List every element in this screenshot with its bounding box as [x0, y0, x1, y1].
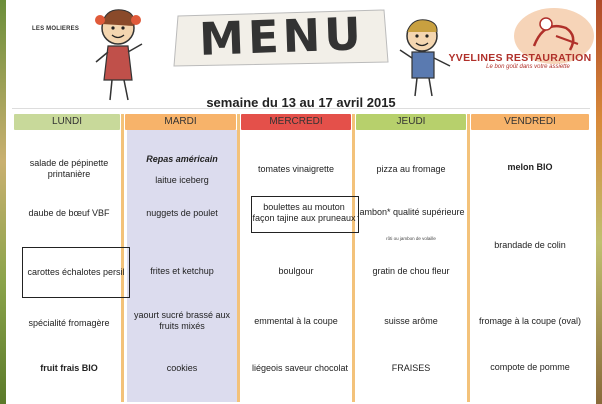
school-name: LES MOLIERES: [32, 26, 80, 32]
menu-item-lundi-accompagnement: carottes échalotes persil: [27, 266, 125, 277]
menu-item-vendredi-entree: melon BIO: [507, 161, 553, 172]
menu-item-jeudi-entree: pizza au fromage: [376, 163, 446, 174]
menu-item-mardi-plat: nuggets de poulet: [146, 207, 218, 218]
week-label: semaine du 13 au 17 avril 2015: [206, 95, 396, 110]
menu-item-jeudi-accompagnement: gratin de chou fleur: [372, 265, 450, 276]
column-separator: [237, 114, 240, 402]
yvelines-restauration-logo: [478, 6, 600, 86]
menu-title: MENU: [198, 7, 366, 66]
menu-item-mercredi-plat: boulettes au mouton façon tajine aux pruneaux: [252, 202, 356, 223]
menu-item-mercredi-entree: tomates vinaigrette: [257, 163, 335, 174]
girl-drawing-icon: [92, 4, 148, 104]
logo-name: YVELINES RESTAURATION: [448, 52, 592, 64]
day-header-mardi: MARDI: [125, 114, 236, 130]
menu-item-lundi-fromage: spécialité fromagère: [28, 317, 110, 328]
day-header-mercredi: MERCREDI: [241, 114, 351, 130]
left-decorative-strip: [0, 0, 6, 404]
menu-item-vendredi-dessert: compote de pomme: [490, 361, 570, 372]
menu-item-jeudi-laitage: suisse arôme: [384, 315, 438, 326]
menu-item-jeudi-dessert: FRAISES: [391, 362, 431, 373]
menu-item-vendredi-plat: brandade de colin: [494, 239, 566, 250]
menu-item-mercredi-fromage: emmental à la coupe: [254, 315, 338, 326]
menu-item-mercredi-dessert: liégeois saveur chocolat: [251, 362, 349, 373]
day-header-vendredi: VENDREDI: [471, 114, 589, 130]
menu-item-lundi-entree: salade de pépinette printanière: [29, 158, 109, 179]
menu-item-mardi-dessert: cookies: [166, 362, 198, 373]
logo-tagline: Le bon goût dans votre assiette: [486, 64, 570, 70]
menu-item-jeudi-plat: jambon* qualité supérieure: [357, 206, 465, 217]
menu-footnote-jeudi: rôti ou jambon de volaille: [386, 236, 436, 241]
menu-item-lundi-plat: daube de bœuf VBF: [28, 207, 110, 218]
column-separator: [467, 114, 470, 402]
day-header-lundi: LUNDI: [14, 114, 120, 130]
menu-item-vendredi-fromage: fromage à la coupe (oval): [478, 315, 582, 326]
menu-item-mardi-accompagnement: frites et ketchup: [150, 265, 214, 276]
day-header-jeudi: JEUDI: [356, 114, 466, 130]
menu-item-mardi-laitage: yaourt sucré brassé aux fruits mixés: [133, 310, 231, 331]
column-separator: [352, 114, 355, 402]
menu-item-lundi-dessert: fruit frais BIO: [40, 362, 98, 373]
menu-theme-mardi: Repas américain: [146, 153, 218, 164]
menu-item-mercredi-accompagnement: boulgour: [278, 265, 314, 276]
menu-item-mardi-entree: laitue iceberg: [155, 174, 209, 185]
